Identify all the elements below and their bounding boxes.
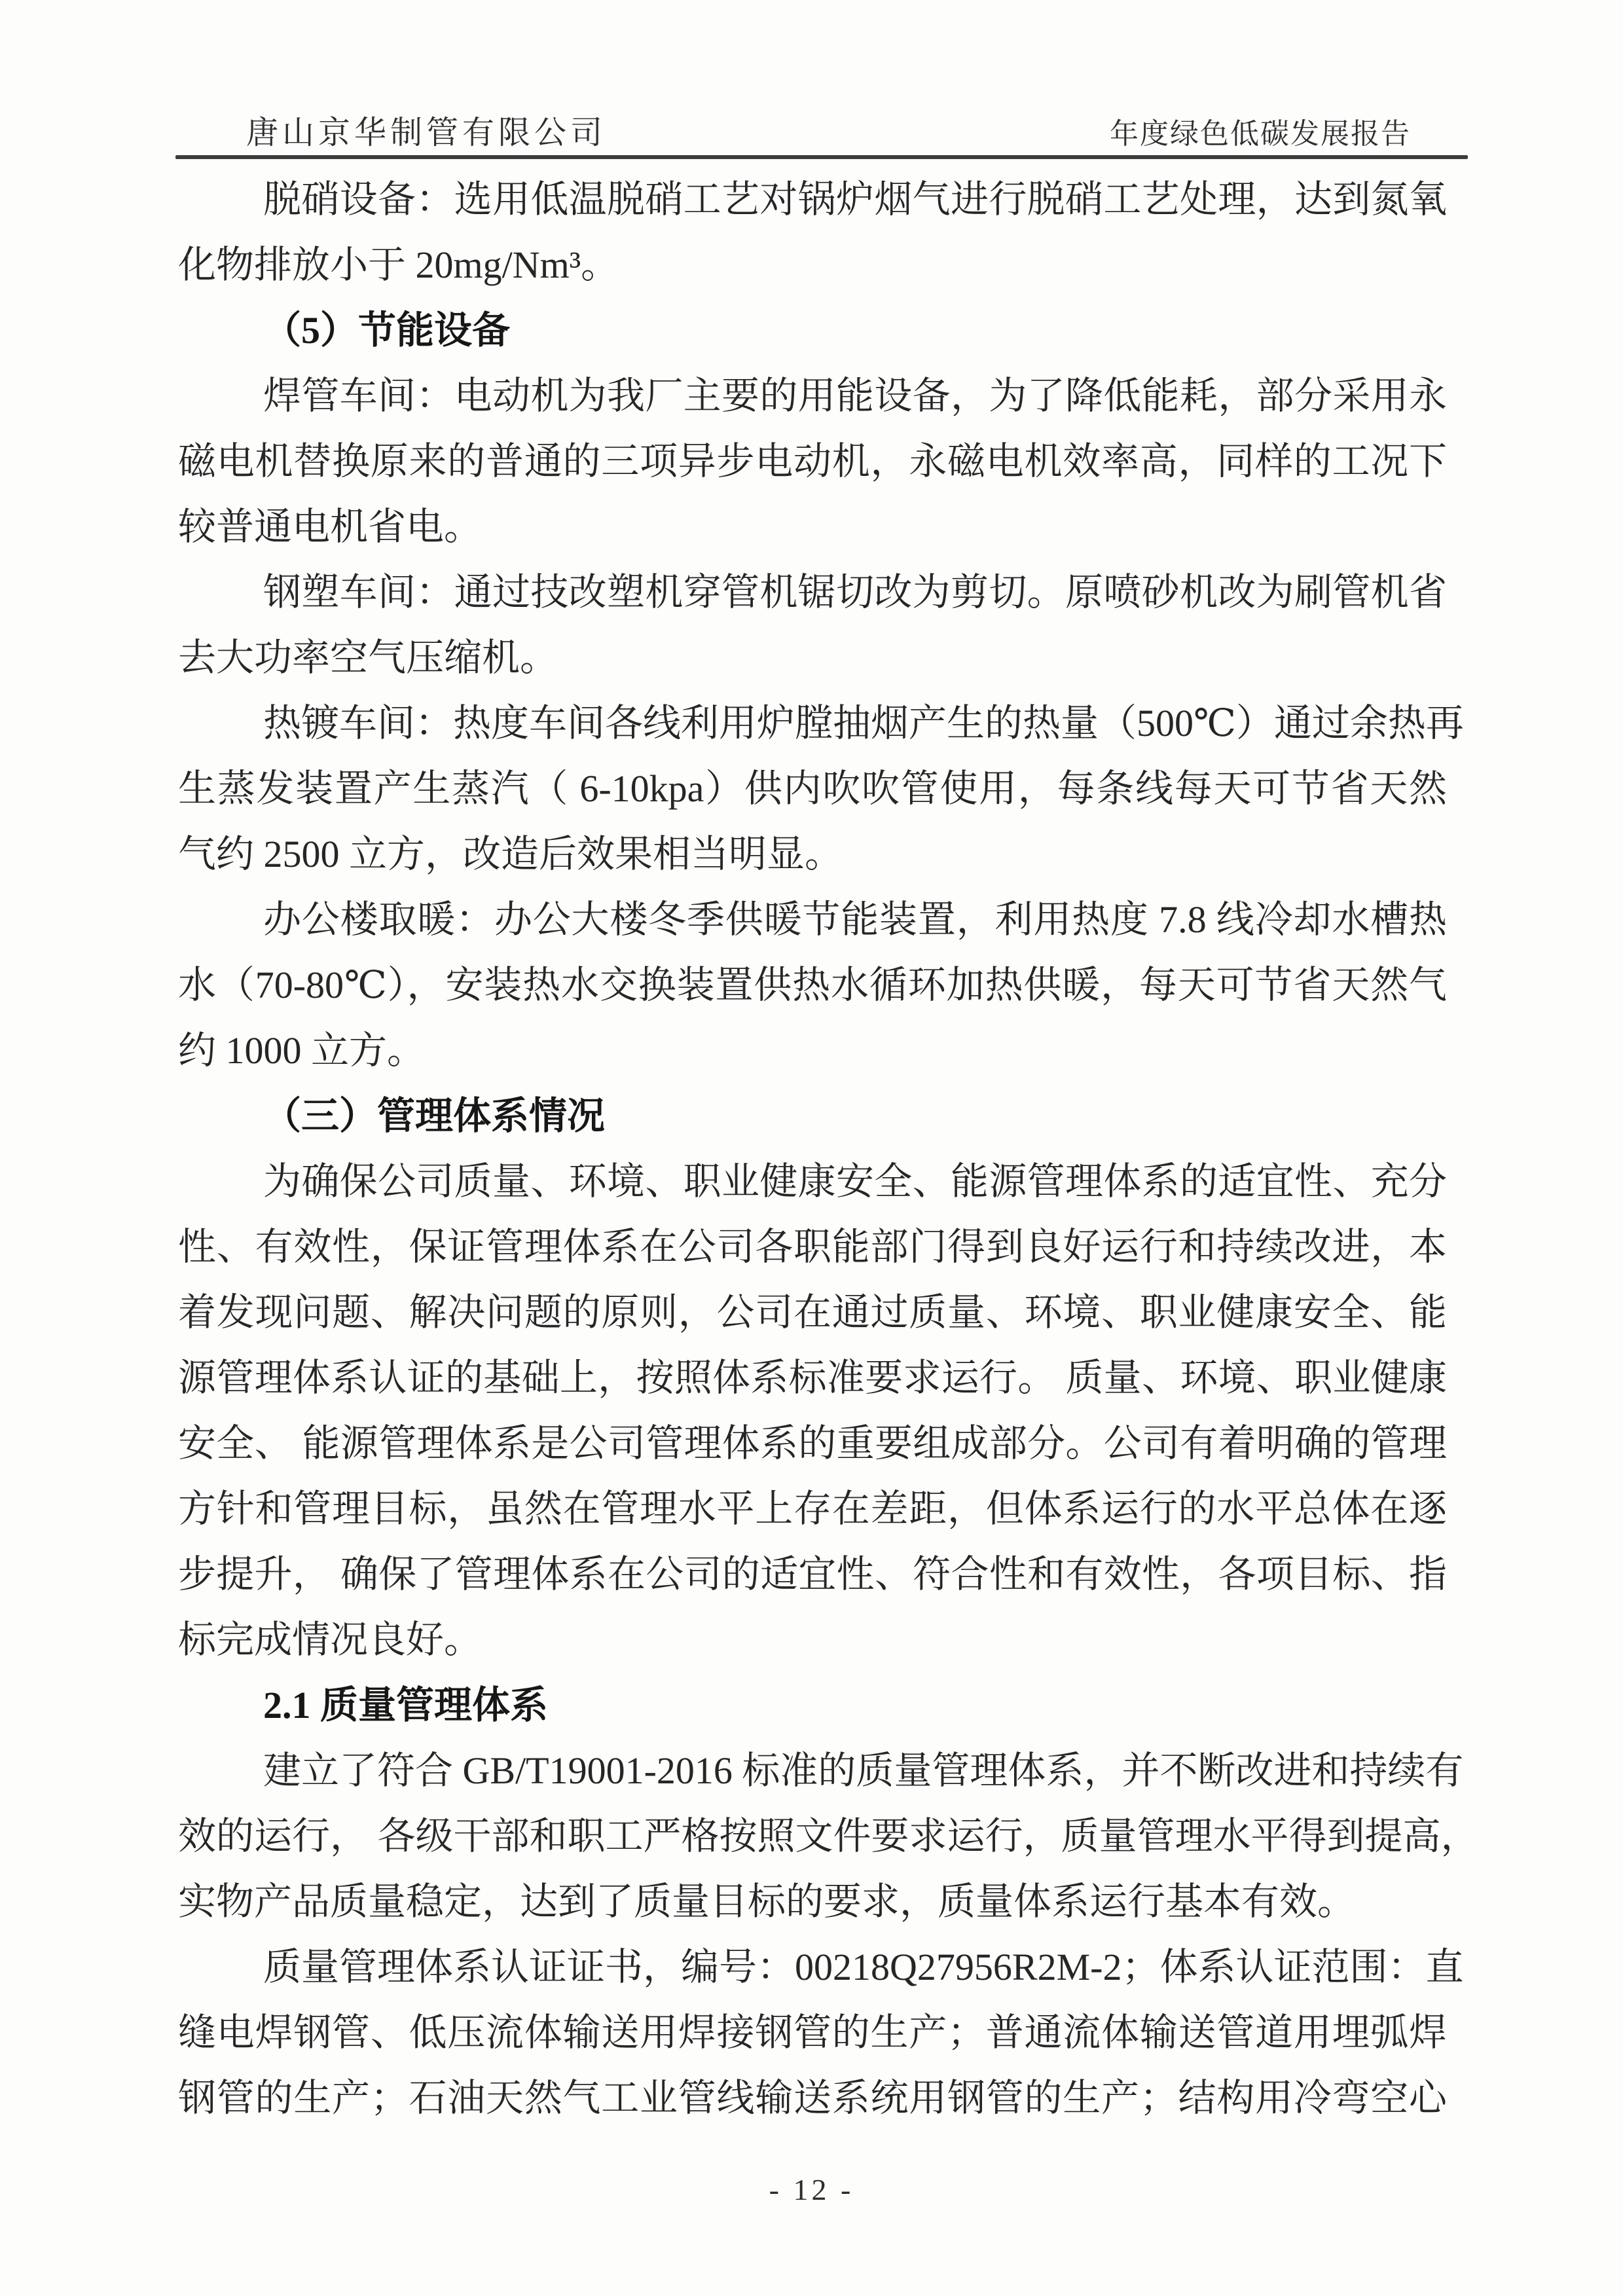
body-line: 建立了符合 GB/T19001-2016 标准的质量管理体系，并不断改进和持续有	[263, 1749, 1464, 1792]
page-header	[178, 117, 1467, 149]
company-name: 唐山京华制管有限公司	[246, 115, 607, 151]
body-line: 磁电机替换原来的普通的三项异步电动机，永磁电机效率高，同样的工况下	[178, 440, 1447, 483]
body-line: 实物产品质量稳定，达到了质量目标的要求，质量体系运行基本有效。	[178, 1880, 1356, 1923]
body-line: 气约 2500 立方，改造后效果相当明显。	[178, 833, 843, 875]
body-line: 性、有效性，保证管理体系在公司各职能部门得到良好运行和持续改进，本	[178, 1226, 1447, 1268]
section-heading: 2.1 质量管理体系	[263, 1684, 549, 1726]
body-line: 焊管车间：电动机为我厂主要的用能设备，为了降低能耗，部分采用永	[263, 374, 1447, 417]
section-heading: （5）节能设备	[263, 309, 511, 352]
body-line: 质量管理体系认证证书，编号：00218Q27956R2M-2；体系认证范围：直	[263, 1946, 1464, 1988]
body-line: 较普通电机省电。	[178, 505, 483, 548]
body-line: 生蒸发装置产生蒸汽（ 6-10kpa）供内吹吹管使用，每条线每天可节省天然	[178, 767, 1447, 810]
body-line: 钢塑车间：通过技改塑机穿管机锯切改为剪切。原喷砂机改为刷管机省	[263, 571, 1447, 613]
body-line: 脱硝设备：选用低温脱硝工艺对锅炉烟气进行脱硝工艺处理，达到氮氧	[263, 178, 1447, 221]
body-line: 步提升， 确保了管理体系在公司的适宜性、符合性和有效性，各项目标、指	[178, 1553, 1447, 1595]
body-line: 为确保公司质量、环境、职业健康安全、能源管理体系的适宜性、充分	[263, 1160, 1447, 1203]
body-line: 方针和管理目标，虽然在管理水平上存在差距，但体系运行的水平总体在逐	[178, 1487, 1447, 1530]
body-line: 去大功率空气压缩机。	[178, 636, 558, 679]
body-line: 源管理体系认证的基础上，按照体系标准要求运行。 质量、环境、职业健康	[178, 1357, 1447, 1399]
body-line: 效的运行， 各级干部和职工严格按照文件要求运行，质量管理水平得到提高，	[178, 1815, 1479, 1857]
body-line: 水（70-80℃），安装热水交换装置供热水循环加热供暖，每天可节省天然气	[178, 964, 1447, 1006]
document-body	[178, 167, 1479, 2131]
body-line: 标完成情况良好。	[178, 1618, 483, 1661]
body-line: 安全、 能源管理体系是公司管理体系的重要组成部分。公司有着明确的管理	[178, 1422, 1447, 1465]
page-footer	[0, 2175, 1623, 2205]
body-line: 热镀车间：热度车间各线利用炉膛抽烟产生的热量（500℃）通过余热再	[263, 702, 1464, 744]
body-line: 办公楼取暖：办公大楼冬季供暖节能装置，利用热度 7.8 线冷却水槽热	[263, 898, 1447, 941]
body-line: 缝电焊钢管、低压流体输送用焊接钢管的生产；普通流体输送管道用埋弧焊	[178, 2011, 1447, 2054]
body-line: 着发现问题、解决问题的原则，公司在通过质量、环境、职业健康安全、能	[178, 1291, 1447, 1334]
body-line: 约 1000 立方。	[178, 1029, 426, 1072]
body-line: 钢管的生产；石油天然气工业管线输送系统用钢管的生产；结构用冷弯空心	[178, 2077, 1447, 2119]
section-heading: （三）管理体系情况	[263, 1095, 606, 1137]
page-number: - 12 -	[769, 2173, 854, 2206]
header-rule	[175, 155, 1468, 159]
report-title: 年度绿色低碳发展报告	[1110, 118, 1411, 150]
body-line: 化物排放小于 20mg/Nm³。	[178, 244, 619, 286]
